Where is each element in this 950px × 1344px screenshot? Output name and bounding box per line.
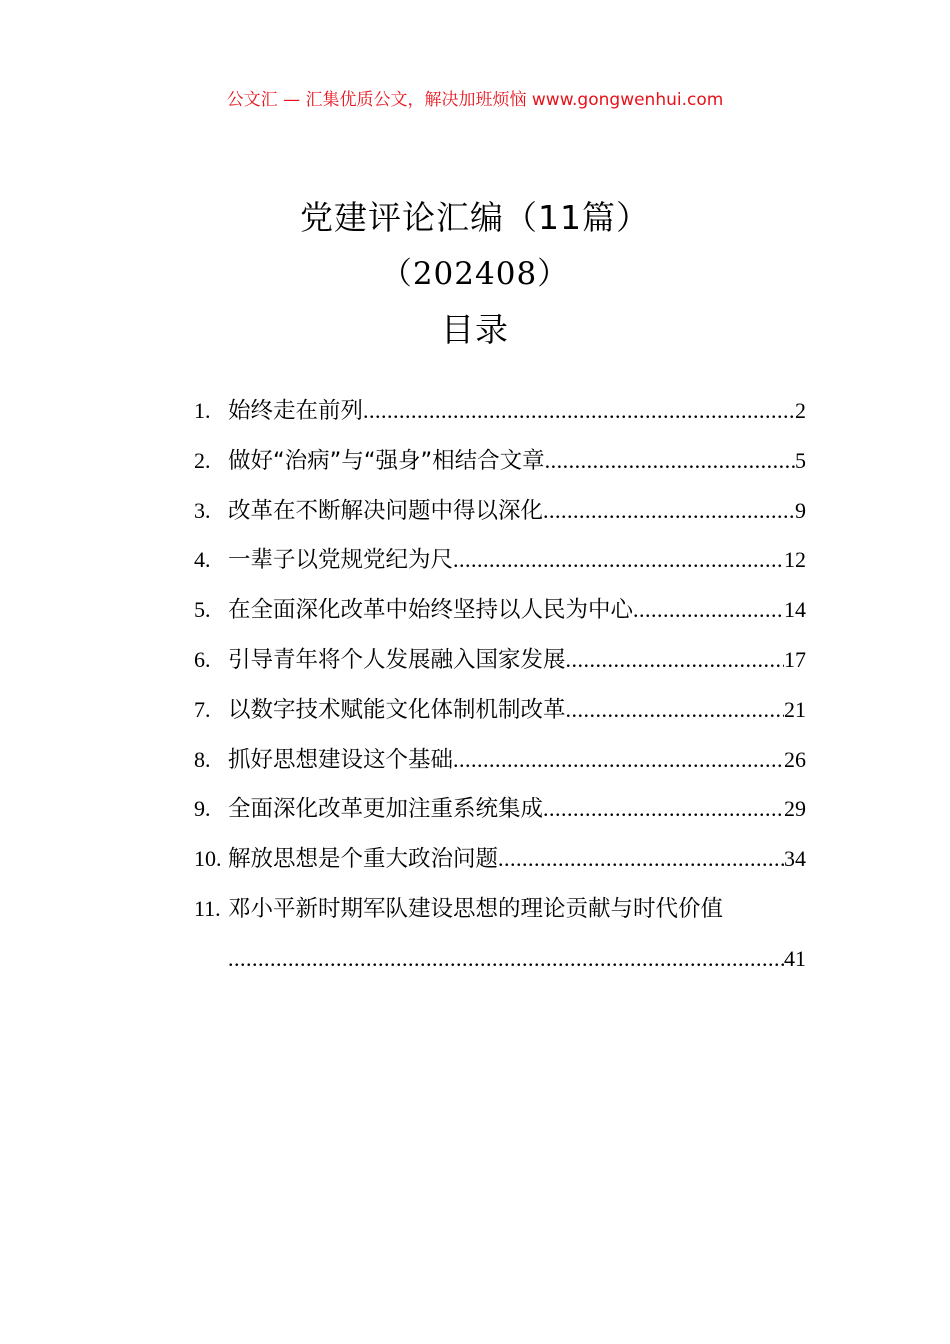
toc-entry-number: 11. (194, 895, 221, 921)
toc-entry-title: 以数字技术赋能文化体制机制改革 (228, 696, 566, 723)
toc-entry-page: 34 (784, 846, 806, 872)
toc-entry-title: 邓小平新时期军队建设思想的理论贡献与时代价值 (228, 895, 724, 922)
toc-entry[interactable] (194, 784, 806, 834)
toc-leader-dots (453, 735, 784, 785)
toc-entry[interactable] (194, 436, 806, 486)
toc-leader-dots (453, 535, 784, 585)
toc-entry-number: 8. (194, 746, 211, 772)
toc-leader-dots (543, 486, 795, 536)
toc-entry[interactable] (194, 585, 806, 635)
watermark-header: 公文汇 — 汇集优质公文，解决加班烦恼 www.gongwenhui.com (226, 90, 724, 110)
toc-entry[interactable] (194, 735, 806, 785)
toc-entry-title: 引导青年将个人发展融入国家发展 (228, 646, 566, 673)
toc-entry-number: 5. (194, 597, 211, 623)
document-title: 党建评论汇编（11篇） (300, 198, 650, 237)
toc-entry-title: 在全面深化改革中始终坚持以人民为中心 (228, 597, 634, 624)
toc-entry-number: 6. (194, 646, 211, 672)
toc-leader-dots (633, 585, 784, 635)
toc-leader-dots (498, 834, 784, 884)
toc-entry-page: 41 (784, 945, 806, 971)
toc-entry-title: 做好“治病”与“强身”相结合文章 (228, 447, 545, 474)
toc-leader-dots (566, 635, 784, 685)
toc-entry-page: 14 (784, 597, 806, 623)
title-block (0, 190, 950, 358)
toc-entry-page: 21 (784, 696, 806, 722)
toc-entry-title: 始终走在前列 (228, 398, 364, 424)
toc-entry-number: 3. (194, 497, 211, 523)
toc-heading: 目录 (441, 310, 509, 349)
toc-entry-title: 改革在不断解决问题中得以深化 (228, 497, 544, 524)
toc-entry-page: 26 (784, 746, 806, 772)
toc-entry-number: 2. (194, 447, 211, 473)
toc-entry-title: 解放思想是个重大政治问题 (228, 846, 499, 873)
toc-entry-title: 抓好思想建设这个基础 (228, 746, 454, 773)
toc-leader-dots (545, 436, 795, 486)
table-of-contents (194, 386, 806, 984)
toc-entry-number: 7. (194, 696, 211, 722)
document-subtitle: （202408） (380, 256, 570, 292)
toc-entry-page: 29 (784, 796, 806, 822)
toc-entry[interactable] (194, 685, 806, 735)
toc-entry-title: 全面深化改革更加注重系统集成 (228, 796, 544, 823)
toc-entry-number: 4. (194, 547, 211, 573)
toc-entry-number: 1. (194, 398, 211, 423)
toc-entry-page: 12 (784, 547, 806, 573)
toc-entry-page: 5 (795, 447, 806, 473)
toc-leader-dots (543, 784, 784, 834)
toc-entry[interactable] (194, 486, 806, 536)
toc-leader-dots (566, 685, 784, 735)
toc-entry-page: 17 (784, 646, 806, 672)
toc-entry-page: 9 (795, 497, 806, 523)
toc-entry[interactable] (194, 535, 806, 585)
toc-leader-dots (363, 386, 795, 436)
toc-entry-number: 9. (194, 796, 211, 822)
toc-entry[interactable] (194, 386, 806, 436)
toc-leader-dots (228, 934, 784, 984)
toc-entry[interactable] (194, 834, 806, 884)
toc-entry[interactable] (194, 884, 806, 984)
toc-entry-page: 2 (795, 398, 806, 423)
toc-entry[interactable] (194, 635, 806, 685)
toc-entry-title: 一辈子以党规党纪为尺 (228, 547, 454, 574)
toc-entry-number: 10. (194, 846, 222, 872)
